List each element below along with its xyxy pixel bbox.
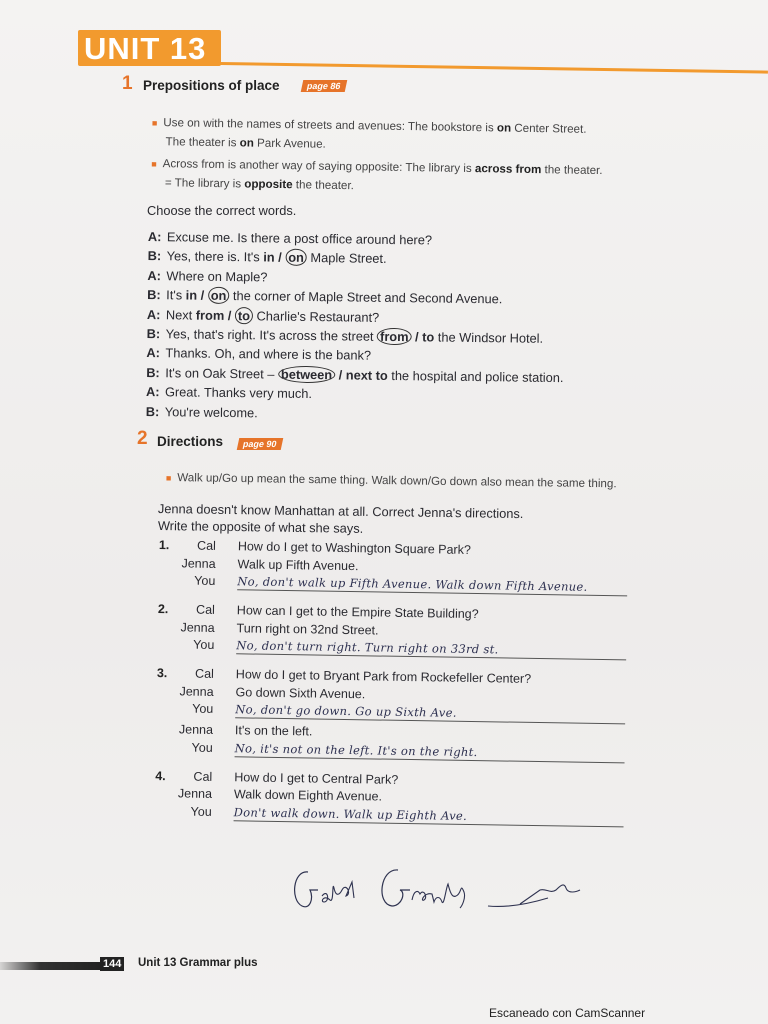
dialog-text: Next xyxy=(165,306,196,323)
section-1-notes xyxy=(151,116,604,202)
choice-option: between xyxy=(278,365,335,383)
choice-option: in xyxy=(263,249,275,265)
speaker-name: You xyxy=(191,740,213,755)
section-2-instruction-1: Jenna doesn't know Manhattan at all. Correct Jenna's directions. xyxy=(157,501,524,522)
speaker-name: You xyxy=(192,701,214,716)
section-2-number: 2 xyxy=(137,428,148,449)
dialog-text: Charlie's Restaurant? xyxy=(252,307,380,325)
dialog-text: You're welcome. xyxy=(164,403,258,420)
speaker-name: You xyxy=(193,637,215,652)
exercise-number: 4. xyxy=(155,768,166,783)
signature xyxy=(288,860,648,920)
exercise-item xyxy=(154,602,635,666)
choice-option: from xyxy=(377,328,412,345)
exercise-number: 2. xyxy=(157,602,169,617)
footer-bar xyxy=(0,962,100,970)
section-2-title: Directions xyxy=(157,434,224,449)
choice-option: on xyxy=(285,249,307,266)
speaker-label: A: xyxy=(146,345,161,361)
dialog-text: It's xyxy=(166,287,186,303)
footer-text: Unit 13 Grammar plus xyxy=(138,957,258,969)
speaker-label: B: xyxy=(146,325,161,342)
section-2-page-tag: page 90 xyxy=(237,438,283,450)
choice-option: to xyxy=(235,307,253,324)
section-2-instruction-2: Write the opposite of what she says. xyxy=(157,518,364,536)
handwritten-answer[interactable]: Don't walk down. Walk up Eighth Ave. xyxy=(234,805,624,827)
choice-separator: / xyxy=(224,307,236,323)
dialog-text: the corner of Maple Street and Second Avenue. xyxy=(229,288,503,307)
speaker-label: B: xyxy=(147,248,162,264)
choice-option: on xyxy=(208,287,230,304)
handwritten-answer[interactable]: No, it's not on the left. It's on the right. xyxy=(235,741,625,763)
dialog-text: Excuse me. Is there a post office around here? xyxy=(166,229,433,248)
dialog-text: Thanks. Oh, and where is the bank? xyxy=(165,345,372,364)
exercise-text: Turn right on 32nd Street. xyxy=(236,620,379,638)
camscanner-watermark: Escaneado con CamScanner xyxy=(489,1006,646,1020)
speaker-label: A: xyxy=(147,267,162,283)
speaker-name: Jenna xyxy=(181,555,216,571)
exercise-number: 1. xyxy=(158,538,170,553)
exercise-number: 3. xyxy=(156,666,168,681)
exercise-text: How do I get to Central Park? xyxy=(234,769,399,787)
exercise-text: It's on the left. xyxy=(234,723,313,739)
section-1-instruction: Choose the correct words. xyxy=(147,203,297,218)
choice-option: next to xyxy=(345,367,388,383)
speaker-name: Jenna xyxy=(179,683,214,699)
note-line: ■ Across from is another way of saying opposite: The library is across from the theater. xyxy=(151,157,603,178)
unit-title: UNIT 13 xyxy=(84,31,207,66)
dialog-text: Where on Maple? xyxy=(166,268,268,285)
speaker-label: B: xyxy=(146,364,160,380)
choice-separator: / xyxy=(274,249,286,266)
speaker-name: You xyxy=(194,573,216,588)
handwritten-answer[interactable]: No, don't go down. Go up Sixth Ave. xyxy=(235,702,625,724)
exercise-item xyxy=(151,768,632,832)
speaker-name: Jenna xyxy=(177,786,213,801)
dialog-text: the hospital and police station. xyxy=(387,367,564,385)
choice-option: from xyxy=(195,307,225,323)
choice-separator: / xyxy=(335,367,346,383)
speaker-label: A: xyxy=(147,229,162,245)
exercise-text: Walk up Fifth Avenue. xyxy=(237,556,359,573)
dialog-text: Yes, there is. It's xyxy=(166,248,264,265)
speaker-name: Jenna xyxy=(180,619,215,635)
exercise-item xyxy=(153,666,634,768)
exercise-item xyxy=(155,538,636,602)
handwritten-answer[interactable]: No, don't turn right. Turn right on 33rd st. xyxy=(236,638,626,660)
dialog-text: Yes, that's right. It's across the street xyxy=(165,326,378,344)
speaker-label: B: xyxy=(147,287,161,303)
exercise-text: Go down Sixth Avenue. xyxy=(235,684,366,701)
speaker-label: B: xyxy=(145,403,160,419)
footer-page-number: 144 xyxy=(100,957,124,971)
speaker-name: Cal xyxy=(197,538,216,553)
exercise-text: How can I get to the Empire State Building? xyxy=(236,603,479,622)
section-2-note: ■ Walk up/Go up mean the same thing. Walk down/Go down also mean the same thing. xyxy=(165,471,617,491)
section-1-title: Prepositions of place xyxy=(143,78,280,93)
speaker-name: Jenna xyxy=(178,722,214,737)
dialog-line xyxy=(146,404,563,428)
exercise-text: Walk down Eighth Avenue. xyxy=(233,787,383,804)
dialog-text: It's on Oak Street – xyxy=(165,364,279,382)
speaker-name: Cal xyxy=(196,602,215,617)
speaker-name: Cal xyxy=(194,666,214,681)
bullet-icon: ■ xyxy=(151,117,158,129)
dialog-text: Great. Thanks very much. xyxy=(164,384,313,402)
dialog-text: Maple Street. xyxy=(306,250,387,267)
exercise-text: How do I get to Washington Square Park? xyxy=(237,539,471,557)
section-1-number: 1 xyxy=(122,73,133,94)
speaker-name: Cal xyxy=(193,769,213,784)
handwritten-answer[interactable]: No, don't walk up Fifth Avenue. Walk down Fifth Avenue. xyxy=(237,574,627,596)
section-1-dialog xyxy=(146,229,566,428)
header-rule xyxy=(220,62,768,74)
section-1-page-tag: page 86 xyxy=(301,80,347,92)
choice-option: to xyxy=(422,329,435,345)
speaker-name: You xyxy=(190,804,212,819)
bullet-icon: ■ xyxy=(151,158,157,170)
choice-separator: / xyxy=(411,329,423,345)
note-line: = The library is opposite the theater. xyxy=(164,176,354,193)
choice-separator: / xyxy=(196,287,208,303)
speaker-label: A: xyxy=(145,384,160,400)
note-line: ■ Use on with the names of streets and avenues: The bookstore is on Center Street. xyxy=(151,116,587,136)
dialog-text: the Windsor Hotel. xyxy=(434,329,544,346)
signature-drawing xyxy=(288,860,648,920)
note-line: The theater is on Park Avenue. xyxy=(165,135,326,151)
exercise-list xyxy=(151,538,636,840)
bullet-icon: ■ xyxy=(165,472,172,484)
exercise-text: How do I get to Bryant Park from Rockefeller Center? xyxy=(235,667,532,686)
speaker-label: A: xyxy=(146,306,161,322)
choice-option: in xyxy=(185,287,198,303)
